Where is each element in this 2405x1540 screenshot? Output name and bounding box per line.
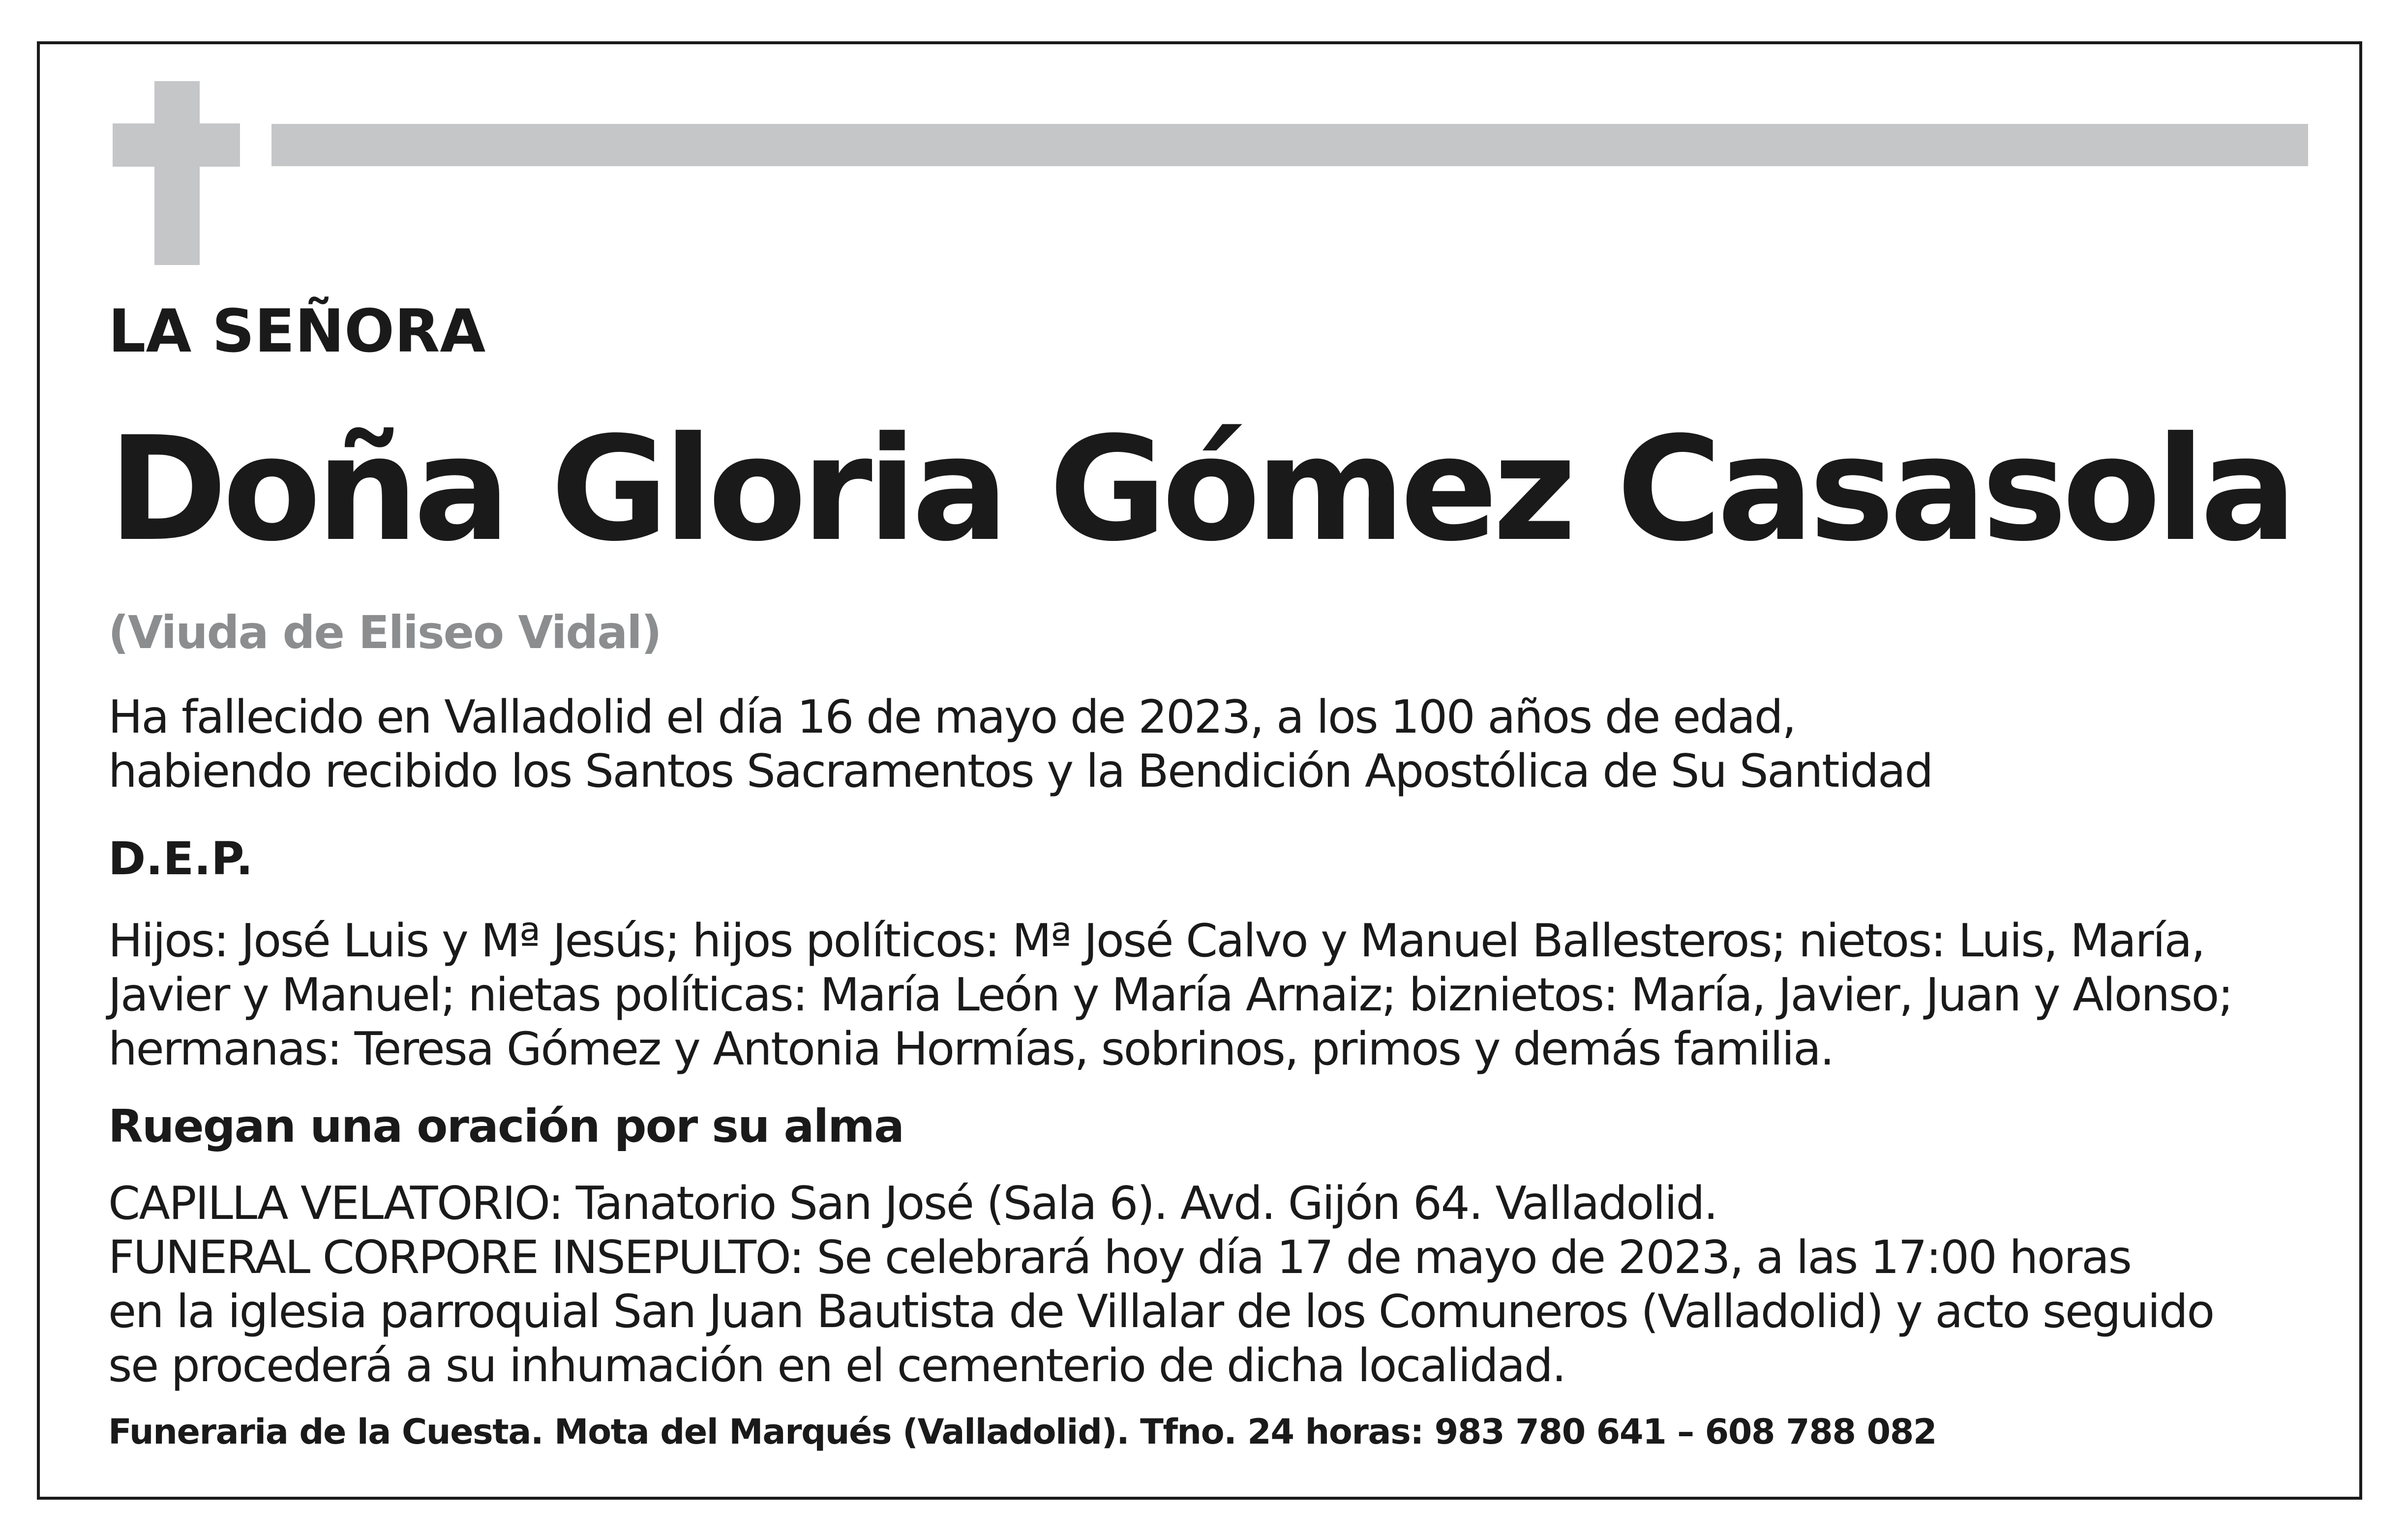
title-label: LA SEÑORA <box>108 297 486 366</box>
family-line: Hijos: José Luis y Mª Jesús; hijos políticos: Mª José Calvo y Manuel Ballesteros; nietos: Luis, María, <box>108 914 2204 967</box>
rip-label: D.E.P. <box>108 832 253 885</box>
prayer-request: Ruegan una oración por su alma <box>108 1100 904 1153</box>
service-line: FUNERAL CORPORE INSEPULTO: Se celebrará hoy día 17 de mayo de 2023, a las 17:00 horas <box>108 1231 2131 1284</box>
cross-icon <box>113 81 240 265</box>
service-line: en la iglesia parroquial San Juan Bautista de Villalar de los Comuneros (Valladolid) y acto seguido <box>108 1285 2214 1338</box>
cross-horizontal-bar <box>113 123 240 167</box>
service-line: CAPILLA VELATORIO: Tanatorio San José (Sala 6). Avd. Gijón 64. Valladolid. <box>108 1177 1717 1230</box>
header-rule <box>271 124 2308 166</box>
family-paragraph <box>108 914 2232 1076</box>
family-line: hermanas: Teresa Gómez y Antonia Hormías, sobrinos, primos y demás familia. <box>108 1022 1834 1075</box>
death-line: habiendo recibido los Santos Sacramentos y la Bendición Apostólica de Su Santidad <box>108 744 1932 798</box>
service-paragraph <box>108 1176 2214 1392</box>
service-line: se procederá a su inhumación en el cementerio de dicha localidad. <box>108 1339 1565 1392</box>
widow-of: (Viuda de Eliseo Vidal) <box>108 606 661 659</box>
funeral-home-footer: Funeraria de la Cuesta. Mota del Marqués (Valladolid). Tfno. 24 horas: 983 780 641 – 608 788 082 <box>108 1412 1937 1452</box>
death-paragraph <box>108 690 1932 798</box>
deceased-name: Doña Gloria Gómez Casasola <box>108 406 2292 573</box>
cross-vertical-bar <box>154 81 200 265</box>
death-line: Ha fallecido en Valladolid el día 16 de mayo de 2023, a los 100 años de edad, <box>108 690 1796 743</box>
family-line: Javier y Manuel; nietas políticas: María León y María Arnaiz; biznietos: María, Javier, Juan y Alonso; <box>108 968 2232 1021</box>
